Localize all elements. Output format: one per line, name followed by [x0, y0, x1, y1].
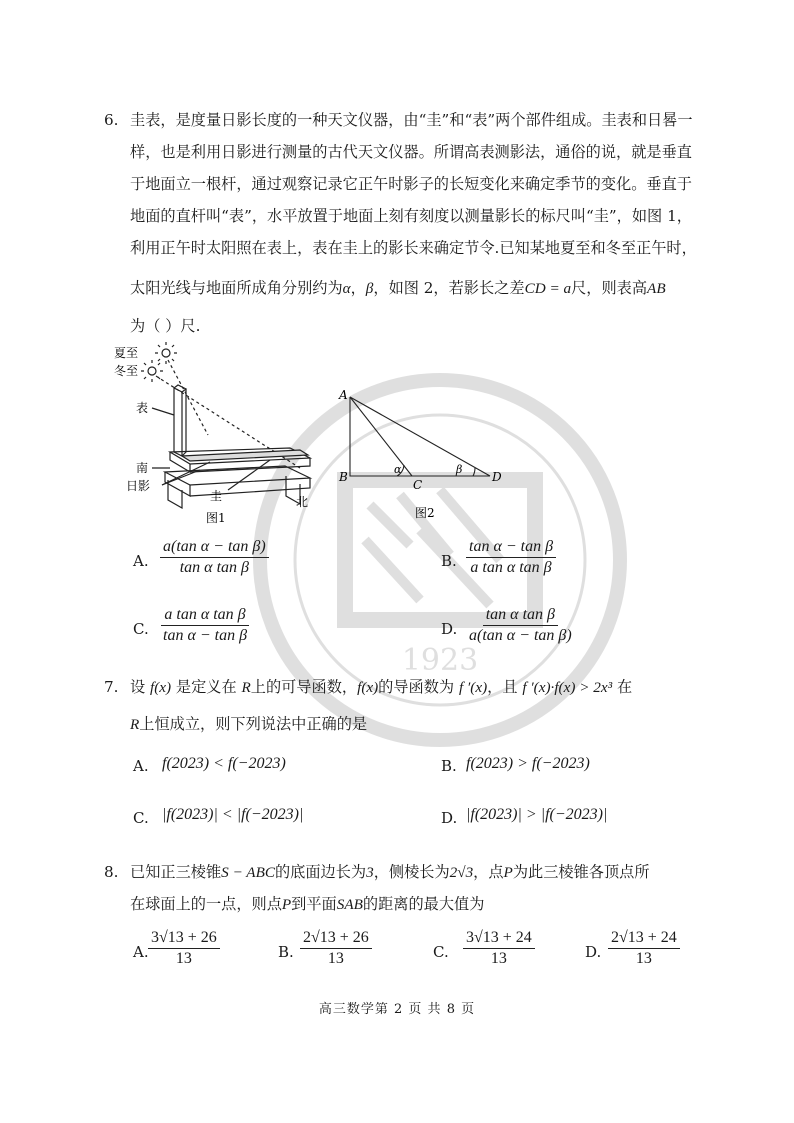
q6-l6-d: 尺，则表高	[571, 279, 648, 297]
q8-l1a: 已知正三棱锥	[130, 863, 222, 881]
q8-option-b-label: B.	[278, 943, 294, 961]
q6-b-denominator: a tan α tan β	[470, 559, 552, 576]
q7-fprime: f ′(x)	[458, 679, 488, 696]
q6-number: 6.	[104, 111, 119, 129]
q8-point-p: P	[503, 864, 513, 881]
q6-line-6	[130, 278, 666, 299]
q7-l1g: 的导函数为	[378, 678, 455, 696]
page-footer: 高三数学第 2 页 共 8 页	[318, 1002, 476, 1017]
seal-year: 1923	[401, 643, 479, 678]
figure-2-triangle	[335, 385, 515, 525]
q8-d-denominator: 13	[635, 950, 652, 967]
q7-line-2	[130, 714, 367, 735]
fig2-point-b: B	[339, 470, 348, 484]
q8-option-d-label: D.	[585, 943, 602, 961]
q6-option-c-label: C.	[133, 620, 149, 638]
q8-option-c-label: C.	[433, 943, 449, 961]
fig1-summer-label: 夏至	[114, 346, 139, 360]
q7-option-a-label: A.	[133, 757, 149, 775]
q7-number: 7.	[104, 678, 119, 696]
q8-l1i: 为此三棱锥各顶点所	[512, 863, 650, 881]
q7-l1a: 设	[130, 678, 146, 696]
q6-c-denominator: tan α − tan β	[163, 627, 248, 644]
ab-expr: AB	[647, 280, 666, 297]
q6-line-4: 地面的直杆叫“表”，水平放置于地面上刻有刻度以测量影长的标尺叫“圭”，如图 1，	[130, 207, 692, 225]
q8-l2e: 的距离的最大值为	[362, 895, 485, 913]
q8-c-denominator: 13	[490, 950, 507, 967]
q8-l1c: 的底面边长为	[274, 863, 367, 881]
fig2-alpha: α	[394, 463, 402, 476]
q8-line-2	[130, 894, 484, 915]
beta-symbol: β	[365, 280, 374, 297]
q6-option-b	[466, 538, 556, 577]
q6-d-denominator: a(tan α − tan β)	[469, 627, 572, 644]
q6-option-d-label: D.	[441, 620, 458, 638]
q6-a-denominator: tan α tan β	[179, 559, 249, 576]
q8-option-c	[463, 929, 535, 968]
q8-base-edge: 3	[366, 864, 374, 881]
q8-line-1	[130, 862, 650, 883]
figure-1-guibiao	[110, 340, 320, 525]
q7-l1k: 在	[616, 678, 633, 696]
q6-line-7: 为（ ）尺.	[130, 317, 201, 335]
fig1-nan-label: 南	[136, 461, 149, 475]
q8-b-numerator: 2√13 + 26	[300, 929, 372, 949]
q6-option-a	[160, 538, 269, 577]
q6-d-numerator: tan α tan β	[483, 606, 558, 626]
q6-line-3: 于地面立一根杆，通过观察记录它正午时影子的长短变化来确定季节的变化。垂直于	[130, 175, 692, 193]
q8-b-denominator: 13	[327, 950, 344, 967]
q8-a-denominator: 13	[175, 950, 192, 967]
q6-option-a-label: A.	[133, 552, 149, 570]
q6-l6-c: ，如图 2，若影长之差	[373, 279, 525, 297]
q8-number: 8.	[104, 863, 119, 881]
q6-l6-b: ，	[350, 279, 366, 297]
q8-lateral-edge: 2√3	[449, 864, 474, 881]
q6-option-c	[160, 606, 250, 645]
cd-expr: CD = a	[524, 280, 572, 297]
q8-l1e: ，侧棱长为	[373, 863, 450, 881]
q7-option-d: |f(2023)| > |f(−2023)|	[466, 806, 608, 823]
fig1-gui-label: 圭	[210, 489, 223, 503]
q7-fx-2: f(x)	[357, 679, 379, 696]
fig1-riying-label: 日影	[126, 479, 151, 493]
q6-a-numerator: a(tan α − tan β)	[160, 538, 269, 558]
fig1-caption: 图1	[206, 511, 226, 525]
q7-fx: f(x)	[150, 679, 172, 696]
q6-option-b-label: B.	[441, 552, 457, 570]
q7-l1c: 是定义在	[175, 678, 237, 696]
q8-l1g: ，点	[473, 863, 504, 881]
fig2-point-d: D	[492, 470, 502, 484]
q8-option-a	[148, 929, 220, 968]
q6-line-5: 利用正午时太阳照在表上，表在圭上的影长来确定节令.已知某地夏至和冬至正午时，	[130, 239, 697, 257]
q7-option-b-label: B.	[441, 757, 457, 775]
fig2-caption: 图2	[415, 506, 435, 520]
q7-option-d-label: D.	[441, 809, 458, 827]
fig2-point-a: A	[339, 388, 348, 402]
fig1-biao-label: 表	[136, 401, 149, 415]
q6-line-1: 圭表，是度量日影长度的一种天文仪器，由“圭”和“表”两个部件组成。圭表和日晷一	[130, 111, 693, 129]
q7-l1e: 上的可导函数，	[250, 678, 358, 696]
q8-option-a-label: A.	[133, 943, 149, 961]
fig1-winter-label: 冬至	[114, 364, 139, 378]
q7-r: R	[241, 679, 251, 696]
q7-r-2: R	[130, 716, 140, 733]
q8-l2c: 到平面	[291, 895, 337, 913]
q8-plane: SAB	[336, 896, 363, 913]
q7-option-b: f(2023) > f(−2023)	[466, 755, 590, 772]
q7-inequality: f ′(x)·f(x) > 2x³	[522, 679, 613, 696]
q7-line-1	[130, 677, 632, 698]
q8-d-numerator: 2√13 + 24	[608, 929, 680, 949]
q8-l2a: 在球面上的一点，则点	[130, 895, 282, 913]
q7-option-c: |f(2023)| < |f(−2023)|	[162, 806, 304, 823]
q6-c-numerator: a tan α tan β	[161, 606, 248, 626]
fig2-point-c: C	[413, 478, 423, 492]
q8-option-b	[300, 929, 372, 968]
q6-l6-a: 太阳光线与地面所成角分别约为	[130, 279, 343, 297]
q6-line-2: 样，也是利用日影进行测量的古代天文仪器。所谓高表测影法，通俗的说，就是垂直	[130, 143, 692, 161]
q6-option-d	[466, 606, 575, 645]
q8-option-d	[608, 929, 680, 968]
q7-l1i: ，且	[487, 678, 518, 696]
q8-a-numerator: 3√13 + 26	[148, 929, 220, 949]
q7-l2b: 上恒成立，则下列说法中正确的是	[139, 715, 368, 733]
q7-option-a: f(2023) < f(−2023)	[162, 755, 286, 772]
q6-b-numerator: tan α − tan β	[466, 538, 556, 558]
q8-point-p-2: P	[281, 896, 292, 913]
fig2-beta: β	[456, 463, 463, 476]
q8-c-numerator: 3√13 + 24	[463, 929, 535, 949]
fig1-bei-label: 北	[296, 495, 309, 509]
q7-option-c-label: C.	[133, 809, 149, 827]
alpha-symbol: α	[342, 280, 351, 297]
q8-pyramid: S − ABC	[221, 864, 275, 881]
